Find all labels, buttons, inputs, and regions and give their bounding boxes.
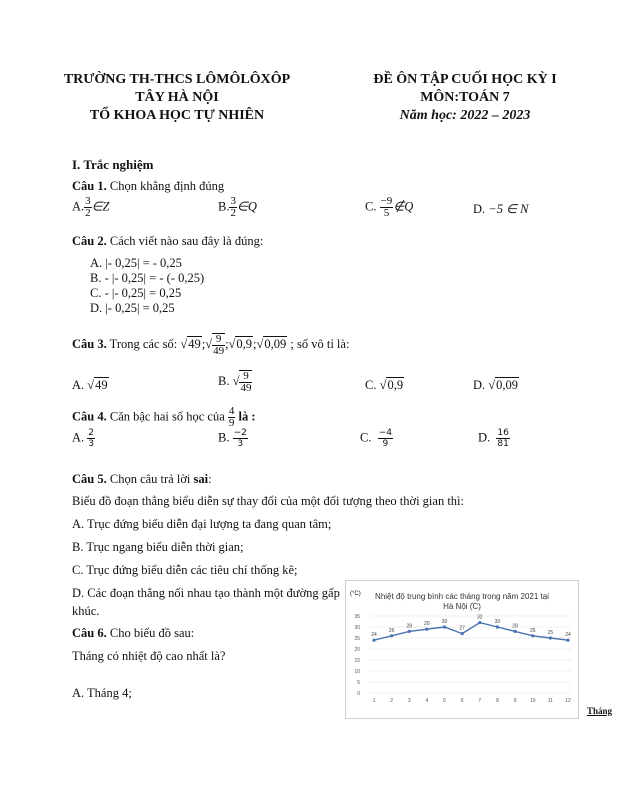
data-label: 26 bbox=[529, 627, 536, 634]
section-title: I. Trắc nghiệm bbox=[72, 157, 154, 172]
sqrt-radicand: 0,9 bbox=[387, 378, 404, 392]
data-point bbox=[372, 639, 375, 642]
option-tail: ∉Q bbox=[393, 199, 414, 214]
data-point bbox=[461, 632, 464, 635]
data-point bbox=[443, 625, 446, 628]
data-label: 28 bbox=[512, 623, 518, 630]
x-tick-label: 12 bbox=[565, 698, 571, 704]
option-letter: A. bbox=[72, 199, 85, 214]
y-tick-label: 0 bbox=[357, 691, 360, 697]
question-text-tail: là : bbox=[238, 409, 256, 424]
q1-option-a bbox=[72, 196, 110, 219]
data-point bbox=[531, 634, 534, 637]
fraction: $\frac{9}{49}$ bbox=[213, 333, 225, 357]
question-text: Cách viết nào sau đây là đúng: bbox=[109, 234, 264, 248]
chart-title-line-2: Hà Nội (̊C) bbox=[443, 602, 481, 611]
q1-option-c bbox=[365, 196, 413, 219]
q3-option-b: B. √ $\frac{9}{49}$ bbox=[218, 370, 252, 394]
question-label: Câu 5. bbox=[72, 472, 107, 486]
x-tick-label: 10 bbox=[529, 698, 536, 704]
q3-option-c: C. √0,9 bbox=[365, 378, 404, 392]
x-tick-label: 6 bbox=[460, 698, 464, 704]
q5-stem: Biểu đồ đoạn thẳng biểu diễn sự thay đổi của một đối tượng theo thời gian thì: bbox=[72, 494, 464, 508]
question-6 bbox=[72, 626, 194, 641]
data-point bbox=[425, 628, 428, 631]
exam-title: ĐỀ ÔN TẬP CUỐI HỌC KỲ I bbox=[373, 72, 557, 87]
q2-option-c: C. - |- 0,25| = 0,25 bbox=[90, 286, 182, 300]
y-tick-label: 10 bbox=[354, 669, 360, 675]
option-letter: D. bbox=[473, 202, 486, 216]
data-point bbox=[408, 630, 411, 633]
q3-option-a: A. √49 bbox=[72, 378, 108, 392]
y-tick-label: 25 bbox=[354, 636, 360, 642]
x-tick-label: 8 bbox=[496, 698, 499, 704]
fraction: $\frac{3}{2}$ bbox=[230, 195, 236, 219]
data-label: 30 bbox=[494, 619, 501, 625]
question-2 bbox=[72, 234, 263, 249]
data-label: 26 bbox=[388, 627, 395, 634]
temperature-chart bbox=[345, 580, 579, 719]
sqrt-radicand: 49 bbox=[95, 378, 108, 392]
fraction: $\frac{-9}{5}$ bbox=[380, 195, 393, 219]
data-label: 24 bbox=[371, 632, 377, 639]
x-tick-label: 3 bbox=[407, 698, 411, 704]
x-tick-label: 5 bbox=[443, 698, 446, 704]
data-label: 27 bbox=[459, 625, 465, 632]
question-label: Câu 3. bbox=[72, 336, 107, 351]
question-emphasis: sai bbox=[193, 472, 209, 486]
question-4 bbox=[72, 406, 256, 429]
school-name: TRƯỜNG TH-THCS LÔMÔLÔXÔP bbox=[63, 72, 291, 87]
y-tick-label: 30 bbox=[354, 625, 360, 631]
q4-option-d: D. $\frac{16}{81}$ bbox=[478, 428, 509, 449]
q2-option-a: A. |- 0,25| = - 0,25 bbox=[90, 256, 182, 270]
q2-option-d: D. |- 0,25| = 0,25 bbox=[90, 301, 175, 315]
q6-stem: Tháng có nhiệt độ cao nhất là? bbox=[72, 649, 226, 663]
x-axis-label: Tháng bbox=[587, 706, 613, 716]
data-label: 25 bbox=[547, 630, 554, 636]
chart-title-line-1: Nhiệt độ trung bình các tháng trong năm 2021 tại bbox=[375, 592, 549, 601]
y-tick-label: 15 bbox=[354, 658, 360, 664]
chart-plot bbox=[346, 581, 578, 718]
x-tick-label: 9 bbox=[513, 698, 517, 704]
q3-option-d: D. √0,09 bbox=[473, 378, 519, 392]
q5-option-a: A. Trục đứng biểu diễn đại lượng ta đang quan tâm; bbox=[72, 517, 332, 531]
sqrt-radicand: 49 bbox=[188, 336, 201, 351]
y-axis-unit: (°C) bbox=[350, 591, 361, 597]
y-tick-label: 5 bbox=[357, 680, 360, 686]
sqrt-radicand: 0,09 bbox=[264, 336, 287, 351]
q1-option-d bbox=[473, 201, 528, 217]
data-point bbox=[496, 625, 499, 628]
q4-option-a: A. $\frac{2}{3}$ bbox=[72, 428, 95, 449]
q4-option-c: C. $\frac{-4}{9}$ bbox=[360, 428, 392, 449]
q1-option-b bbox=[218, 196, 257, 219]
q4-option-b: B. $\frac{-2}{3}$ bbox=[218, 428, 247, 449]
question-label: Câu 2. bbox=[72, 234, 107, 248]
data-point bbox=[566, 639, 569, 642]
q5-option-d-continued: khúc. bbox=[72, 604, 100, 618]
school-year: Năm học: 2022 – 2023 bbox=[399, 108, 531, 123]
question-text-tail: ; số vô tỉ là: bbox=[290, 336, 350, 351]
question-text: Cho biểu đồ sau: bbox=[109, 626, 195, 640]
question-text: Chọn khẳng định đúng bbox=[109, 179, 225, 193]
sqrt-radicand: 0,9 bbox=[236, 336, 253, 351]
data-label: 28 bbox=[406, 623, 413, 630]
data-label: 24 bbox=[565, 632, 571, 639]
sqrt-radicand: 0,09 bbox=[496, 378, 519, 392]
y-tick-label: 35 bbox=[354, 614, 360, 620]
option-letter: C. bbox=[365, 199, 377, 214]
data-point bbox=[390, 634, 393, 637]
q5-option-d: D. Các đoạn thẳng nối nhau tạo thành một đường gấp bbox=[72, 586, 340, 600]
option-text: −5 ∈ N bbox=[488, 202, 529, 216]
option-tail: ∈Z bbox=[91, 199, 110, 214]
x-tick-label: 7 bbox=[478, 698, 482, 704]
question-5: Câu 5. Chọn câu trả lời sai: bbox=[72, 472, 212, 486]
data-label: 29 bbox=[424, 621, 430, 628]
question-3: Câu 3. Trong các số: √49;√ $\frac{9}{49}$ ;√0,9;√0,09 ; số vô tỉ là: bbox=[72, 333, 350, 357]
data-label: 32 bbox=[477, 614, 483, 621]
series-line bbox=[374, 623, 568, 641]
q5-option-c: C. Trục đứng biểu diễn các tiêu chí thống kê; bbox=[72, 563, 298, 577]
fraction: $\frac{4}{9}$ bbox=[228, 405, 235, 429]
department-name: TỔ KHOA HỌC TỰ NHIÊN bbox=[89, 108, 265, 123]
option-letter: B. bbox=[218, 199, 230, 214]
data-point bbox=[513, 630, 516, 633]
question-text: Trong các số: bbox=[109, 336, 178, 351]
data-label: 30 bbox=[441, 619, 448, 625]
question-text: Chọn câu trả lời bbox=[109, 472, 191, 486]
x-tick-label: 11 bbox=[547, 698, 553, 704]
question-label: Câu 4. bbox=[72, 409, 107, 424]
q6-option-a: A. Tháng 4; bbox=[72, 686, 132, 700]
x-tick-label: 2 bbox=[390, 698, 394, 704]
subject: MÔN:TOÁN 7 bbox=[420, 90, 510, 105]
option-tail: ∈Q bbox=[236, 199, 257, 214]
y-tick-label: 20 bbox=[354, 647, 360, 653]
question-1 bbox=[72, 179, 224, 194]
data-point bbox=[478, 621, 481, 624]
x-tick-label: 4 bbox=[425, 698, 429, 704]
q5-option-b: B. Trục ngang biểu diễn thời gian; bbox=[72, 540, 244, 554]
question-text: Căn bậc hai số học của bbox=[109, 409, 225, 424]
data-point bbox=[549, 636, 552, 639]
x-tick-label: 1 bbox=[372, 698, 376, 704]
question-label: Câu 1. bbox=[72, 179, 107, 193]
q2-option-b: B. - |- 0,25| = - (- 0,25) bbox=[90, 271, 205, 285]
fraction: $\frac{3}{2}$ bbox=[85, 195, 91, 219]
question-label: Câu 6. bbox=[72, 626, 107, 640]
school-location: TÂY HÀ NỘI bbox=[135, 90, 219, 105]
fraction: $\frac{9}{49}$ bbox=[240, 370, 252, 394]
